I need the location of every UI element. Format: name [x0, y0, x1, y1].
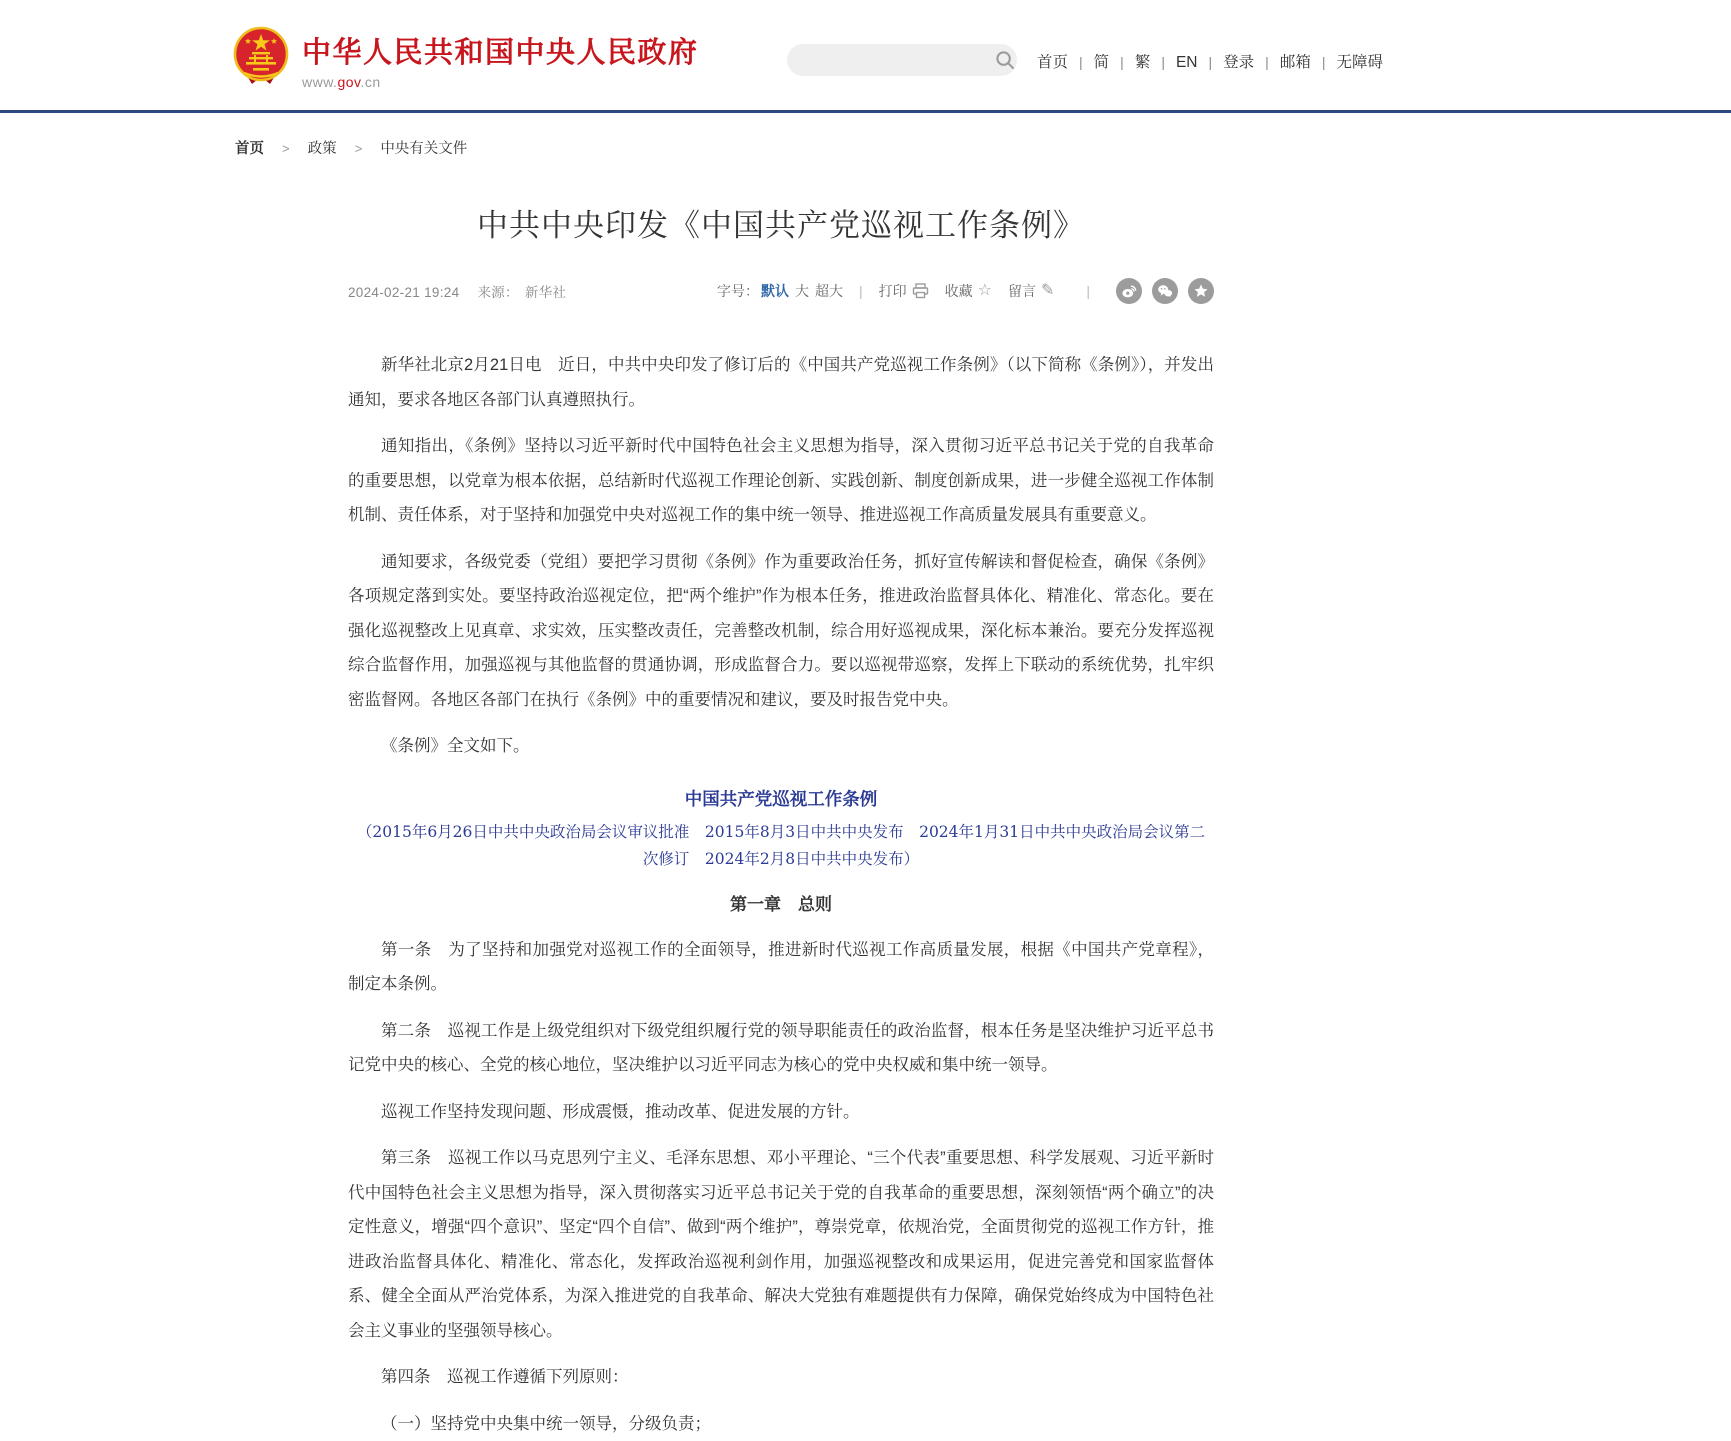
- print-button[interactable]: [879, 281, 929, 301]
- article-paragraph: 新华社北京2月21日电 近日，中共中央印发了修订后的《中国共产党巡视工作条例》（以下简称《条例》），并发出通知，要求各地区各部门认真遵照执行。: [348, 348, 1214, 417]
- url-www: www.: [302, 74, 337, 90]
- share-star-icon: [1193, 283, 1209, 299]
- document-paragraph: 第四条 巡视工作遵循下列原则：: [348, 1360, 1214, 1395]
- nav-separator: |: [1322, 54, 1326, 70]
- toolbar-divider: |: [859, 283, 863, 299]
- more-share-button[interactable]: [1188, 278, 1214, 304]
- article-paragraph: 《条例》全文如下。: [348, 729, 1214, 764]
- nav-separator: |: [1161, 54, 1165, 70]
- article-paragraph: 通知指出，《条例》坚持以习近平新时代中国特色社会主义思想为指导，深入贯彻习近平总书记关于党的自我革命的重要思想，以党章为根本依据，总结新时代巡视工作理论创新、实践创新、制度创新成果，进一步健全巡视工作体制机制、责任体系，对于坚持和加强党中央对巡视工作的集中统一领导、推进巡视工作高质量发展具有重要意义。: [348, 429, 1214, 533]
- top-nav: [1035, 50, 1385, 72]
- national-emblem-icon: [232, 26, 290, 90]
- star-icon: ☆: [978, 283, 992, 299]
- article-meta: [348, 281, 566, 301]
- search-box: [787, 44, 1017, 76]
- wechat-share-button[interactable]: [1152, 278, 1178, 304]
- article-meta-row: [348, 278, 1214, 304]
- print-label: 打印: [879, 281, 907, 301]
- gov-logo-link[interactable]: [232, 26, 699, 90]
- favorite-label: 收藏: [945, 281, 973, 301]
- nav-link-home[interactable]: 首页: [1035, 54, 1070, 71]
- nav-link-english[interactable]: EN: [1174, 54, 1200, 71]
- source-label: 来源：: [477, 285, 518, 300]
- search-icon: [995, 50, 1015, 70]
- breadcrumb: [235, 137, 1731, 158]
- url-gov: gov: [337, 74, 360, 90]
- breadcrumb-current: 中央有关文件: [380, 141, 467, 157]
- document-paragraph: 巡视工作坚持发现问题、形成震慑，推动改革、促进发展的方针。: [348, 1095, 1214, 1130]
- article-body: [348, 348, 1214, 1441]
- printer-icon: [912, 283, 929, 299]
- document-note: （2015年6月26日中共中央政治局会议审议批准 2015年8月3日中共中央发布 2024年1月31日中共中央政治局会议第二次修订 2024年2月8日中共中央发布）: [348, 819, 1214, 874]
- breadcrumb-separator: >: [355, 141, 363, 156]
- site-header: [0, 0, 1731, 113]
- fontsize-default-button[interactable]: 默认: [761, 281, 789, 301]
- fontsize-large-button[interactable]: 大: [795, 281, 809, 301]
- nav-separator: |: [1079, 54, 1083, 70]
- publish-date: 2024-02-21 19:24: [348, 285, 459, 300]
- nav-link-simplified[interactable]: 简: [1092, 54, 1112, 71]
- nav-separator: |: [1265, 54, 1269, 70]
- nav-separator: |: [1120, 54, 1124, 70]
- weibo-icon: [1121, 283, 1137, 299]
- comment-label: 留言: [1008, 281, 1036, 301]
- site-url: [302, 74, 699, 90]
- chapter-heading: 第一章 总则: [348, 890, 1214, 915]
- breadcrumb-home[interactable]: 首页: [235, 141, 264, 157]
- wechat-icon: [1157, 283, 1173, 299]
- source-value: 新华社: [525, 285, 566, 300]
- document-paragraph: 第三条 巡视工作以马克思列宁主义、毛泽东思想、邓小平理论、“三个代表”重要思想、科学发展观、习近平新时代中国特色社会主义思想为指导，深入贯彻落实习近平总书记关于党的自我革命的重要思想，深刻领悟“两个确立”的决定性意义，增强“四个意识”、坚定“四个自信”、做到“两个维护”，尊崇党章，依规治党，全面贯彻党的巡视工作方针，推进政治监督具体化、精准化、常态化，发挥政治巡视利剑作用，加强巡视整改和成果运用，促进完善党和国家监督体系、健全全面从严治党体系，为深入推进党的自我革命、解决大党独有难题提供有力保障，确保党始终成为中国特色社会主义事业的坚强领导核心。: [348, 1141, 1214, 1348]
- nav-link-traditional[interactable]: 繁: [1133, 54, 1153, 71]
- fontsize-label: 字号：: [717, 281, 759, 301]
- article-paragraph: 通知要求，各级党委（党组）要把学习贯彻《条例》作为重要政治任务，抓好宣传解读和督促检查，确保《条例》各项规定落到实处。要坚持政治巡视定位，把“两个维护”作为根本任务，推进政治监督具体化、精准化、常态化。要在强化巡视整改上见真章、求实效，压实整改责任，完善整改机制，综合用好巡视成果，深化标本兼治。要充分发挥巡视综合监督作用，加强巡视与其他监督的贯通协调，形成监督合力。要以巡视带巡察，发挥上下联动的系统优势，扎牢织密监督网。各地区各部门在执行《条例》中的重要情况和建议，要及时报告党中央。: [348, 545, 1214, 718]
- breadcrumb-policy[interactable]: 政策: [308, 141, 337, 157]
- breadcrumb-separator: >: [282, 141, 290, 156]
- search-button[interactable]: [992, 44, 1017, 76]
- document-paragraph: 第一条 为了坚持和加强党对巡视工作的全面领导，推进新时代巡视工作高质量发展，根据《中国共产党章程》，制定本条例。: [348, 933, 1214, 1002]
- fontsize-xlarge-button[interactable]: 超大: [815, 281, 843, 301]
- weibo-share-button[interactable]: [1116, 278, 1142, 304]
- favorite-button[interactable]: [945, 281, 992, 301]
- nav-link-accessibility[interactable]: 无障碍: [1334, 54, 1385, 71]
- pencil-icon: ✎: [1041, 283, 1054, 299]
- nav-separator: |: [1209, 54, 1213, 70]
- site-title[interactable]: 中华人民共和国中央人民政府: [302, 36, 699, 70]
- comment-button[interactable]: [1008, 281, 1054, 301]
- nav-link-login[interactable]: 登录: [1221, 54, 1256, 71]
- document-paragraph: 第二条 巡视工作是上级党组织对下级党组织履行党的领导职能责任的政治监督，根本任务是坚决维护习近平总书记党中央的核心、全党的核心地位，坚决维护以习近平同志为核心的党中央权威和集中统一领导。: [348, 1014, 1214, 1083]
- article: [348, 206, 1214, 1441]
- share-group: [1106, 278, 1214, 304]
- nav-link-mail[interactable]: 邮箱: [1278, 54, 1313, 71]
- article-title: 中共中央印发《中国共产党巡视工作条例》: [348, 206, 1214, 246]
- search-input[interactable]: [787, 44, 992, 76]
- document-title: 中国共产党巡视工作条例: [348, 786, 1214, 811]
- toolbar-divider: |: [1086, 283, 1090, 299]
- url-cn: .cn: [361, 74, 381, 90]
- article-toolbar: [717, 278, 1214, 304]
- document-paragraph: （一）坚持党中央集中统一领导，分级负责；: [348, 1407, 1214, 1441]
